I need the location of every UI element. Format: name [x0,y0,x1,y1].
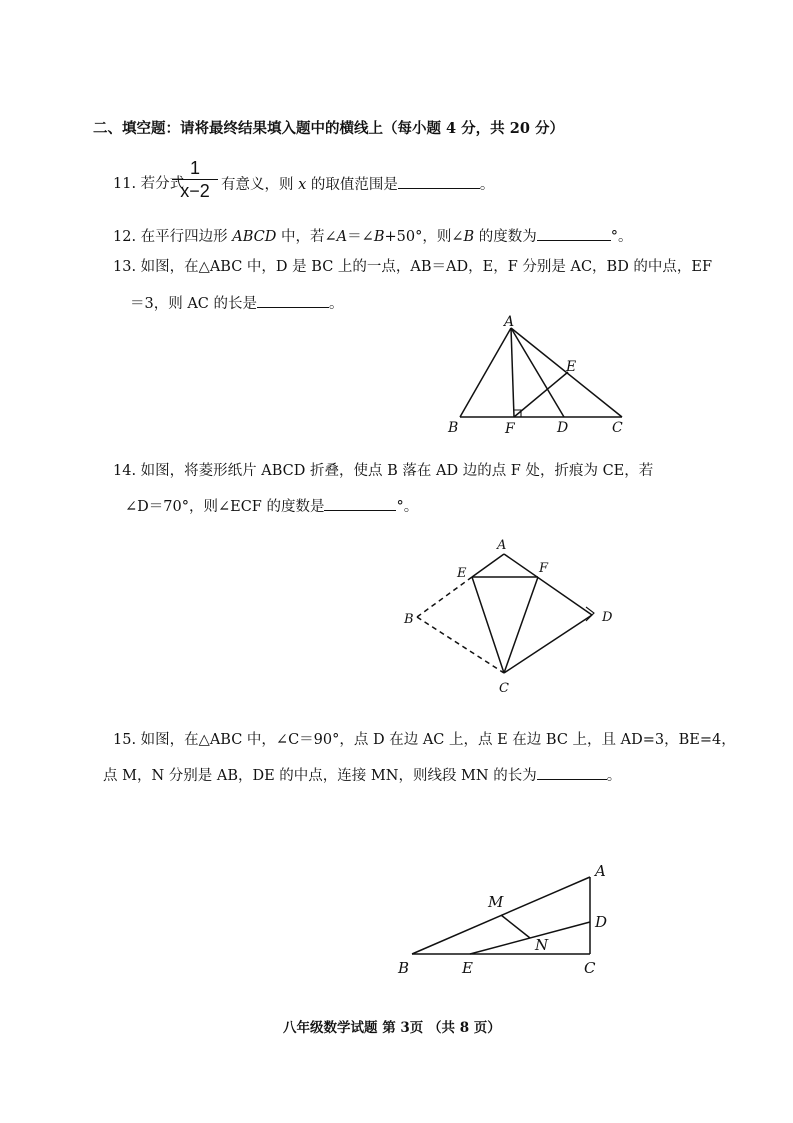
q13-label-b: B [448,420,459,436]
q14-segment-dc [504,615,592,673]
q12-abcd: ABCD [232,229,277,245]
q14-segment-ec [472,577,504,673]
q13-end: 。 [329,296,344,312]
q11-post-a: 有意义，则 [221,177,299,193]
q12-text-d: +50°，则∠ [384,229,464,245]
q15-answer-blank[interactable] [537,765,607,780]
q13-answer-blank[interactable] [257,293,329,308]
q15-text-2: 点 M，N 分别是 AB，DE 的中点，连接 MN，则线段 MN 的长为 [103,768,537,784]
q11-number: 11. [113,176,137,192]
q12-text-c: ＝∠ [347,229,374,245]
q15-label-n: N [535,936,549,954]
q11-numerator: 1 [189,158,200,178]
q13-segment-af [511,328,514,417]
q14-segment-fc [504,577,538,673]
q15-line1 [113,730,736,750]
q15-end: 。 [606,768,622,784]
q12-text-e: 的度数为 [474,229,537,245]
q15-label-c: C [584,959,596,977]
q14-label-b: B [404,612,414,627]
q11-denominator: x−2 [180,181,210,201]
q12-b: B [373,229,385,245]
q11-fraction [172,158,218,201]
q11-end: 。 [479,177,495,193]
q12 [113,226,632,247]
q14-segment-bc [417,617,504,673]
q13-figure [440,310,640,440]
q15-label-b: B [398,959,410,977]
q13-text-1: 如图，在△ABC 中，D 是 BC 上的一点，AB＝AD，E，F 分别是 AC，BD 的中点，EF [140,259,713,275]
q14-answer-blank[interactable] [324,496,396,511]
q15-line2 [103,765,621,786]
q11-answer-blank[interactable] [398,174,480,189]
q14-text-1: 如图，将菱形纸片 ABCD 折叠，使点 B 落在 AD 边的点 F 处，折痕为 CE，若 [140,463,654,479]
q12-end: °。 [610,229,633,245]
q12-b2: B [463,229,475,245]
q13-label-e: E [566,359,577,375]
q12-a: A [336,229,348,245]
q12-number: 12. [113,229,137,245]
q12-answer-blank[interactable] [537,226,611,241]
q15-label-a: A [595,862,606,880]
q11-var: x [298,177,307,193]
q13-segment-ad [511,328,564,417]
q14-label-d: D [602,610,613,625]
q14-number: 14. [113,463,137,479]
q13-text-2: ＝3，则 AC 的长是 [130,296,258,312]
page-footer: 八年级数学试题 第 3页 （共 8 页） [283,1020,501,1036]
q14-segment-be [417,577,472,617]
q14-text-2: ∠D＝70°，则∠ECF 的度数是 [125,499,325,515]
q13-label-a: A [504,314,515,330]
q14-label-f: F [539,561,549,576]
q14-label-a: A [497,538,507,553]
q11-post-b: 的取值范围是 [306,177,398,193]
q13-segment-ab [460,328,511,417]
q13-line2 [130,293,344,314]
q12-text-b: 中，若∠ [276,229,337,245]
q15-segment-mn [501,915,530,938]
q11-tail [221,174,494,195]
q13-line1 [113,257,712,277]
q14-line1 [113,461,653,481]
q13-label-c: C [612,420,623,436]
q14-figure [400,535,625,700]
q11-pre: 若分式 [140,176,185,192]
q15-number: 15. [113,732,137,748]
q14-segment-ea [472,554,504,577]
q15-label-m: M [488,893,504,911]
q14-end: °。 [396,499,419,515]
q15-figure [390,855,620,985]
q13-label-d: D [557,420,569,436]
q13-label-f: F [505,421,515,437]
q14-line2 [125,496,418,517]
section-title: 二、填空题：请将最终结果填入题中的横线上（每小题 4 分，共 20 分） [93,120,564,137]
q14-label-e: E [457,566,467,581]
q15-label-e: E [462,959,473,977]
q12-text-a: 在平行四边形 [140,229,233,245]
q13-number: 13. [113,259,137,275]
q14-label-c: C [499,681,509,696]
q15-label-d: D [595,913,608,931]
q15-text-1: 如图，在△ABC 中，∠C＝90°，点 D 在边 AC 上，点 E 在边 BC 上，且 AD=3，BE=4， [140,732,736,748]
